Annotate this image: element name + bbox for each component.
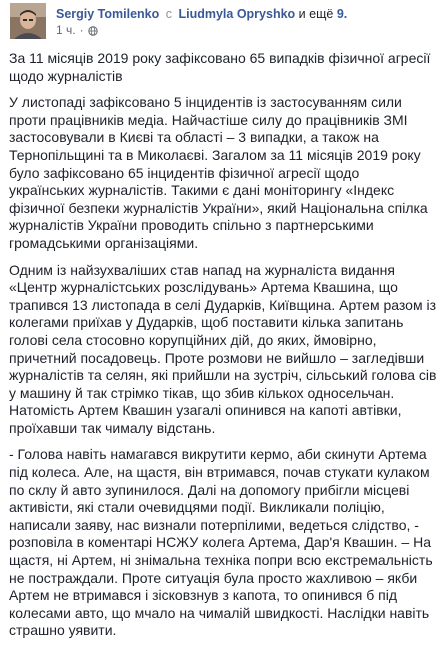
post-timestamp[interactable]: 1 ч. (56, 23, 76, 37)
post-time-row (56, 23, 98, 37)
post-paragraph: - Голова навіть намагався викрутити кермо, аби скинути Артема під колеса. Але, на щастя, він втримався, почав стукати кулаком по склу й авто зупинилося. Далі на допомогу прибігли місцеві активісти, які стали очевидцями події. Викликали поліцію, написали заяву, нас визнали потерпілими, ведеться слідство, - розповіла в коментарі НСЖУ колега Артема, Дар'я Квашин. – На щастя, ні Артем, ні знімальна техніка попри всю екстремальність не постраждали. Проте ситуація була просто жахливою – якби Артем не втримався і зісковзнув з капота, то опинився б під колесами авто, що мчало на чималій швидкості. Наслідки навіть страшно уявити. (9, 446, 433, 639)
dot-separator: · (79, 23, 84, 37)
post-header (0, 0, 448, 40)
globe-icon[interactable] (88, 25, 98, 35)
avatar[interactable] (10, 3, 46, 39)
post-paragraph: Одним із найзухваліших став напад на журналіста видання «Центр журналістських розслідувань» Артема Квашина, що трапився 13 листопада в селі Дударків, Київщина. Артем разом із колегами приїхав у Дударків, щоб поставити кілька запитань голові села стосовно корупційних дій, до яких, ймовірно, причетний посадовець. Проте розмови не вийшло – загледівши журналістів та селян, які прийшли на зустріч, сільський голова сів у машину й так стрімко тікав, що збив кількох односельчан. Натомість Артем Квашин узагалі опинився на капоті автівки, проїхавши так чималу відстань. (9, 261, 437, 436)
avatar-image (10, 3, 46, 39)
others-count[interactable]: 9. (336, 7, 348, 21)
tagged-user[interactable]: Liudmyla Opryshko (178, 7, 296, 21)
post-paragraph-headline: За 11 місяців 2019 року зафіксовано 65 випадків фізичної агресії щодо журналістів (9, 50, 431, 84)
author-name[interactable]: Sergiy Tomilenko (56, 7, 160, 21)
post-paragraph: У листопаді зафіксовано 5 інцидентів із застосуванням сили проти працівників медіа. Найчастіше силу до працівників ЗМІ застосовували в Києві та області – 3 випадки, а також на Тернопільщині та в Миколаєві. Загалом за 11 місяців 2019 року було зафіксовано 65 інцидентів фізичної агресії щодо українських журналістів. Такими є дані моніторингу «Індекс фізичної безпеки журналістів України», який Національна спілка журналістів України проводить спільно з партнерськими громадськими організаціями. (9, 94, 428, 251)
with-separator: с (165, 7, 172, 21)
post-meta (56, 6, 347, 22)
and-others-text: и ещё (298, 7, 334, 21)
post-body (9, 50, 437, 649)
